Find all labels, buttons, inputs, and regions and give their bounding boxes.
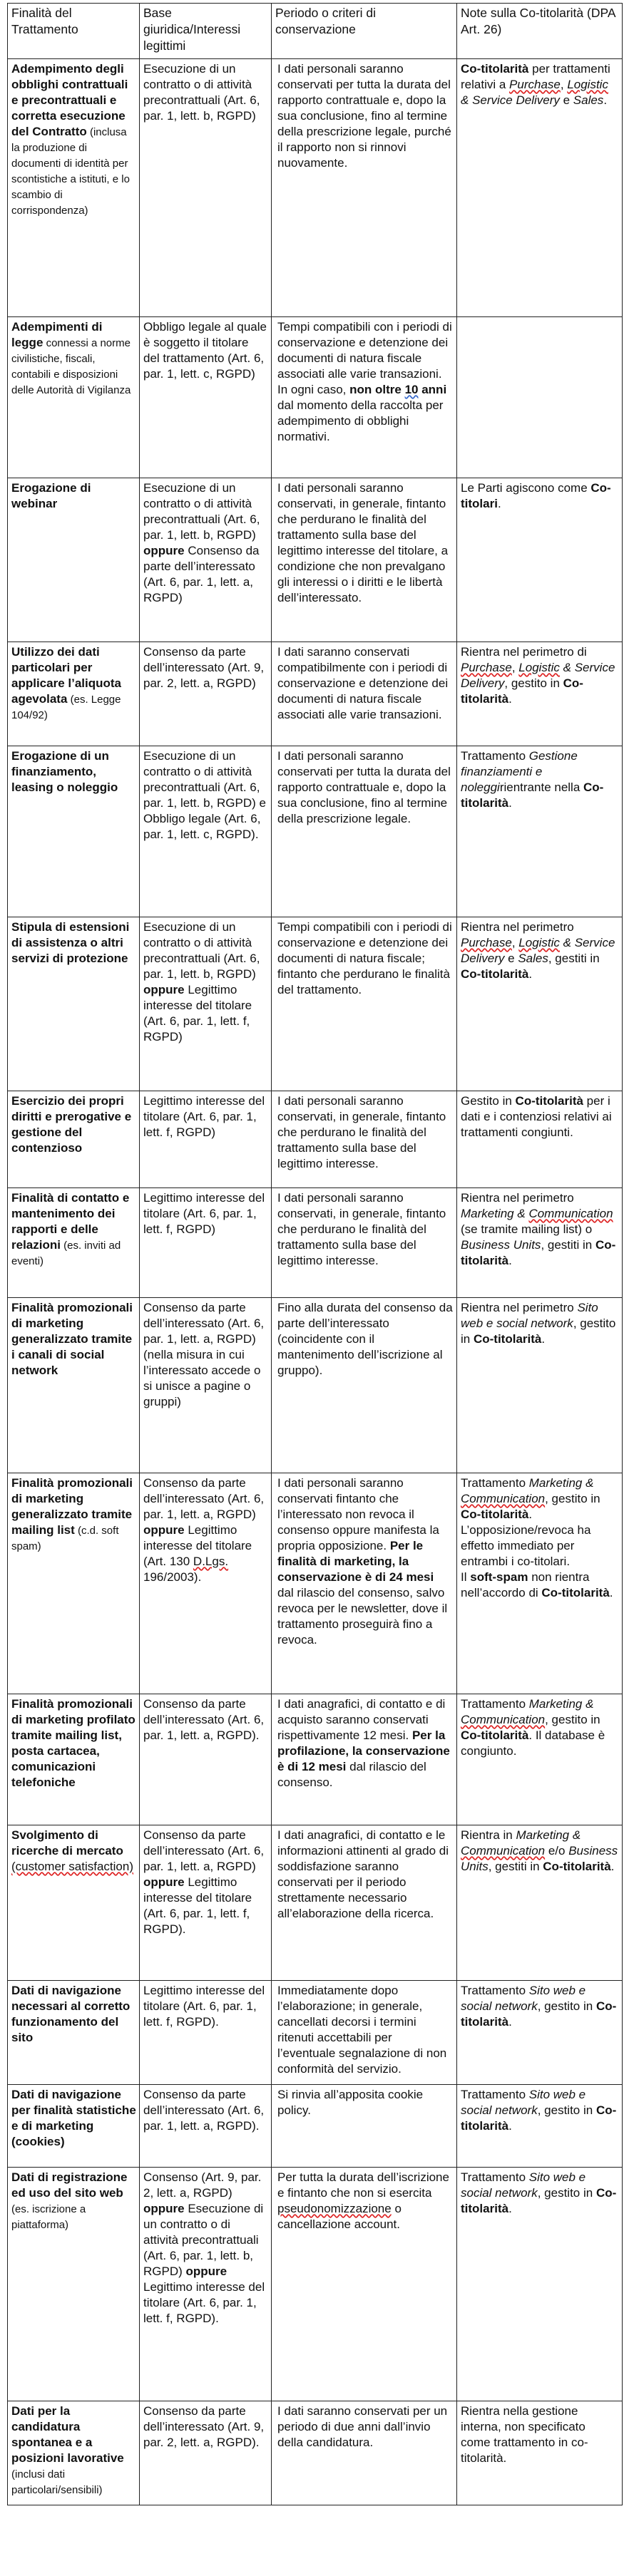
table-row bbox=[8, 1091, 623, 1188]
base-cell: Consenso da parte dell’interessato (Art. 9, par. 2, lett. a, RGPD). bbox=[140, 2401, 272, 2505]
note-cell: Rientra nel perimetro Sito web e social network, gestito in Co-titolarità. bbox=[457, 1298, 623, 1473]
finalita-cell: Dati di navigazione necessari al corretto funzionamento del sito bbox=[8, 1981, 140, 2085]
finalita-cell: Finalità promozionali di marketing generalizzato tramite i canali di social network bbox=[8, 1298, 140, 1473]
periodo-cell: I dati anagrafici, di contatto e di acquisto saranno conservati rispettivamente 12 mesi. Per la profilazione, la conservazione è di 12 mesi dal rilascio del consenso. bbox=[272, 1694, 457, 1825]
header-base-giuridica: Base giuridica/Interessi legittimi bbox=[140, 4, 272, 59]
table-row bbox=[8, 59, 623, 317]
periodo-cell: I dati personali saranno conservati, in generale, fintanto che perdurano le finalità del trattamento sulla base del legittimo interesse. bbox=[272, 1188, 457, 1298]
note-cell: Rientra nel perimetro di Purchase, Logistic & Service Delivery, gestito in Co-titolarità. bbox=[457, 642, 623, 746]
periodo-cell: I dati personali saranno conservati, in generale, fintanto che perdurano le finalità del trattamento sulla base del legittimo interesse. bbox=[272, 1091, 457, 1188]
periodo-cell: I dati saranno conservati compatibilmente con i periodi di conservazione e detenzione dei documenti di natura fiscale associati alle varie transazioni. bbox=[272, 642, 457, 746]
table-row bbox=[8, 642, 623, 746]
base-cell: Esecuzione di un contratto o di attività precontrattuali (Art. 6, par. 1, lett. b, RGPD) oppure Legittimo interesse del titolare (Art. 6, par. 1, lett. f, RGPD) bbox=[140, 917, 272, 1091]
finalita-cell: Dati di navigazione per finalità statistiche e di marketing (cookies) bbox=[8, 2085, 140, 2168]
finalita-cell: Finalità promozionali di marketing profilato tramite mailing list, posta cartacea, comunicazioni telefoniche bbox=[8, 1694, 140, 1825]
base-cell: Legittimo interesse del titolare (Art. 6, par. 1, lett. f, RGPD) bbox=[140, 1091, 272, 1188]
base-cell: Esecuzione di un contratto o di attività precontrattuali (Art. 6, par. 1, lett. b, RGPD) bbox=[140, 59, 272, 317]
finalita-cell: Adempimento degli obblighi contrattuali e precontrattuali e corretta esecuzione del Contratto (inclusa la produzione di documenti di identità per scontistiche a istituti, e lo scambio di corrispondenza) bbox=[8, 59, 140, 317]
table-row bbox=[8, 2401, 623, 2505]
note-cell: Le Parti agiscono come Co-titolari. bbox=[457, 478, 623, 642]
base-cell: Consenso da parte dell’interessato (Art. 6, par. 1, lett. a, RGPD). bbox=[140, 2085, 272, 2168]
table-row bbox=[8, 917, 623, 1091]
base-cell: Consenso da parte dell’interessato (Art. 6, par. 1, lett. a, RGPD) oppure Legittimo interesse del titolare (Art. 130 D.Lgs. 196/2003). bbox=[140, 1473, 272, 1694]
header-finalita: Finalità del Trattamento bbox=[8, 4, 140, 59]
note-cell: Co-titolarità per trattamenti relativi a Purchase, Logistic & Service Delivery e Sales. bbox=[457, 59, 623, 317]
finalita-cell: Svolgimento di ricerche di mercato (customer satisfaction) bbox=[8, 1825, 140, 1981]
table-row bbox=[8, 1188, 623, 1298]
base-cell: Consenso da parte dell’interessato (Art. 9, par. 2, lett. a, RGPD) bbox=[140, 642, 272, 746]
header-note-cotitolarita: Note sulla Co-titolarità (DPA Art. 26) bbox=[457, 4, 623, 59]
table-row bbox=[8, 746, 623, 917]
note-cell: Trattamento Sito web e social network, gestito in Co-titolarità. bbox=[457, 2085, 623, 2168]
periodo-cell: Immediatamente dopo l’elaborazione; in generale, cancellati decorsi i termini ritenuti accettabili per l’eventuale segnalazione di non conformità del servizio. bbox=[272, 1981, 457, 2085]
base-cell: Consenso da parte dell’interessato (Art. 6, par. 1, lett. a, RGPD). bbox=[140, 1694, 272, 1825]
header-row bbox=[8, 4, 623, 59]
note-cell: Rientra in Marketing & Communication e/o Business Units, gestiti in Co-titolarità. bbox=[457, 1825, 623, 1981]
note-cell: Trattamento Sito web e social network, gestito in Co-titolarità. bbox=[457, 2168, 623, 2401]
table-row bbox=[8, 1298, 623, 1473]
note-cell: Trattamento Marketing & Communication, gestito in Co-titolarità. Il database è congiunto. bbox=[457, 1694, 623, 1825]
note-cell: Trattamento Sito web e social network, gestito in Co-titolarità. bbox=[457, 1981, 623, 2085]
periodo-cell: Tempi compatibili con i periodi di conservazione e detenzione dei documenti di natura fiscale associati alle varie transazioni. In ogni caso, non oltre 10 anni dal momento della raccolta per adempimento di obblighi normativi. bbox=[272, 317, 457, 478]
finalita-cell: Finalità promozionali di marketing generalizzato tramite mailing list (c.d. soft spam) bbox=[8, 1473, 140, 1694]
periodo-cell: Fino alla durata del consenso da parte dell’interessato (coincidente con il mantenimento dell’iscrizione al gruppo). bbox=[272, 1298, 457, 1473]
finalita-cell: Adempimenti di legge connessi a norme civilistiche, fiscali, contabili e disposizioni delle Autorità di Vigilanza bbox=[8, 317, 140, 478]
base-cell: Esecuzione di un contratto o di attività precontrattuali (Art. 6, par. 1, lett. b, RGPD) oppure Consenso da parte dell’interessato (Art. 6, par. 1, lett. a, RGPD) bbox=[140, 478, 272, 642]
note-cell: Trattamento Gestione finanziamenti e noleggirientrante nella Co-titolarità. bbox=[457, 746, 623, 917]
base-cell: Legittimo interesse del titolare (Art. 6, par. 1, lett. f, RGPD) bbox=[140, 1188, 272, 1298]
table-row bbox=[8, 1473, 623, 1694]
table-row bbox=[8, 1981, 623, 2085]
table-row bbox=[8, 478, 623, 642]
table-row bbox=[8, 317, 623, 478]
base-cell: Consenso da parte dell’interessato (Art. 6, par. 1, lett. a, RGPD) oppure Legittimo interesse del titolare (Art. 6, par. 1, lett. f, RGPD). bbox=[140, 1825, 272, 1981]
table-row bbox=[8, 2168, 623, 2401]
periodo-cell: Tempi compatibili con i periodi di conservazione e detenzione dei documenti di natura fiscale; fintanto che perdurano le finalità del trattamento. bbox=[272, 917, 457, 1091]
base-cell: Obbligo legale al quale è soggetto il titolare del trattamento (Art. 6, par. 1, lett. c, RGPD) bbox=[140, 317, 272, 478]
base-cell: Legittimo interesse del titolare (Art. 6, par. 1, lett. f, RGPD). bbox=[140, 1981, 272, 2085]
finalita-cell: Dati di registrazione ed uso del sito web (es. iscrizione a piattaforma) bbox=[8, 2168, 140, 2401]
privacy-table bbox=[7, 3, 623, 2505]
finalita-cell: Esercizio dei propri diritti e prerogative e gestione del contenzioso bbox=[8, 1091, 140, 1188]
finalita-cell: Dati per la candidatura spontanea e a posizioni lavorative (inclusi dati particolari/sensibili) bbox=[8, 2401, 140, 2505]
periodo-cell: Si rinvia all’apposita cookie policy. bbox=[272, 2085, 457, 2168]
periodo-cell: I dati saranno conservati per un periodo di due anni dall’invio della candidatura. bbox=[272, 2401, 457, 2505]
base-cell: Esecuzione di un contratto o di attività precontrattuali (Art. 6, par. 1, lett. b, RGPD) e Obbligo legale (Art. 6, par. 1, lett. c, RGPD). bbox=[140, 746, 272, 917]
periodo-cell: I dati personali saranno conservati per tutta la durata del rapporto contrattuale e, dopo la sua conclusione, fino al termine della prescrizione legale. bbox=[272, 746, 457, 917]
periodo-cell: I dati personali saranno conservati fintanto che l’interessato non revoca il consenso oppure manifesta la propria opposizione. Per le finalità di marketing, la conservazione è di 24 mesi dal rilascio del consenso, salvo revoca per le newsletter, dove il trattamento proseguirà fino a revoca. bbox=[272, 1473, 457, 1694]
table-row bbox=[8, 1825, 623, 1981]
note-cell: Trattamento Marketing & Communication, gestito in Co-titolarità. L’opposizione/revoca ha effetto immediato per entrambi i co-titolari. Il soft-spam non rientra nell’accordo di Co-titolarità. bbox=[457, 1473, 623, 1694]
note-cell: Rientra nel perimetro Purchase, Logistic & Service Delivery e Sales, gestiti in Co-titolarità. bbox=[457, 917, 623, 1091]
note-cell: Rientra nel perimetro Marketing & Communication (se tramite mailing list) o Business Units, gestiti in Co-titolarità. bbox=[457, 1188, 623, 1298]
periodo-cell: I dati personali saranno conservati per tutta la durata del rapporto contrattuale e, dopo la sua conclusione, fino al termine della prescrizione legale, purché il rapporto non si rinnovi nuovamente. bbox=[272, 59, 457, 317]
base-cell: Consenso (Art. 9, par. 2, lett. a, RGPD) oppure Esecuzione di un contratto o di attività precontrattuali (Art. 6, par. 1, lett. b, RGPD) oppure Legittimo interesse del titolare (Art. 6, par. 1, lett. f, RGPD). bbox=[140, 2168, 272, 2401]
periodo-cell: I dati personali saranno conservati, in generale, fintanto che perdurano le finalità del trattamento sulla base del legittimo interesse del titolare, a condizione che non prevalgano gli interessi o i diritti e le libertà dell’interessato. bbox=[272, 478, 457, 642]
periodo-cell: I dati anagrafici, di contatto e le informazioni attinenti al grado di soddisfazione saranno conservati per il periodo strettamente necessario all’elaborazione della ricerca. bbox=[272, 1825, 457, 1981]
finalita-cell: Erogazione di un finanziamento, leasing o noleggio bbox=[8, 746, 140, 917]
note-cell: Gestito in Co-titolarità per i dati e i contenziosi relativi ai trattamenti congiunti. bbox=[457, 1091, 623, 1188]
finalita-cell: Utilizzo dei dati particolari per applicare l’aliquota agevolata (es. Legge 104/92) bbox=[8, 642, 140, 746]
table-row bbox=[8, 2085, 623, 2168]
finalita-cell: Stipula di estensioni di assistenza o altri servizi di protezione bbox=[8, 917, 140, 1091]
note-cell: Rientra nella gestione interna, non specificato come trattamento in co-titolarità. bbox=[457, 2401, 623, 2505]
finalita-cell: Finalità di contatto e mantenimento dei rapporti e delle relazioni (es. inviti ad eventi) bbox=[8, 1188, 140, 1298]
header-periodo: Periodo o criteri di conservazione bbox=[272, 4, 457, 59]
finalita-cell: Erogazione di webinar bbox=[8, 478, 140, 642]
base-cell: Consenso da parte dell’interessato (Art. 6, par. 1, lett. a, RGPD) (nella misura in cui l’interessato accede o si unisce a pagine o gruppi) bbox=[140, 1298, 272, 1473]
note-cell bbox=[457, 317, 623, 478]
table-row bbox=[8, 1694, 623, 1825]
periodo-cell: Per tutta la durata dell’iscrizione e fintanto che non si esercita pseudonomizzazione o cancellazione account. bbox=[272, 2168, 457, 2401]
